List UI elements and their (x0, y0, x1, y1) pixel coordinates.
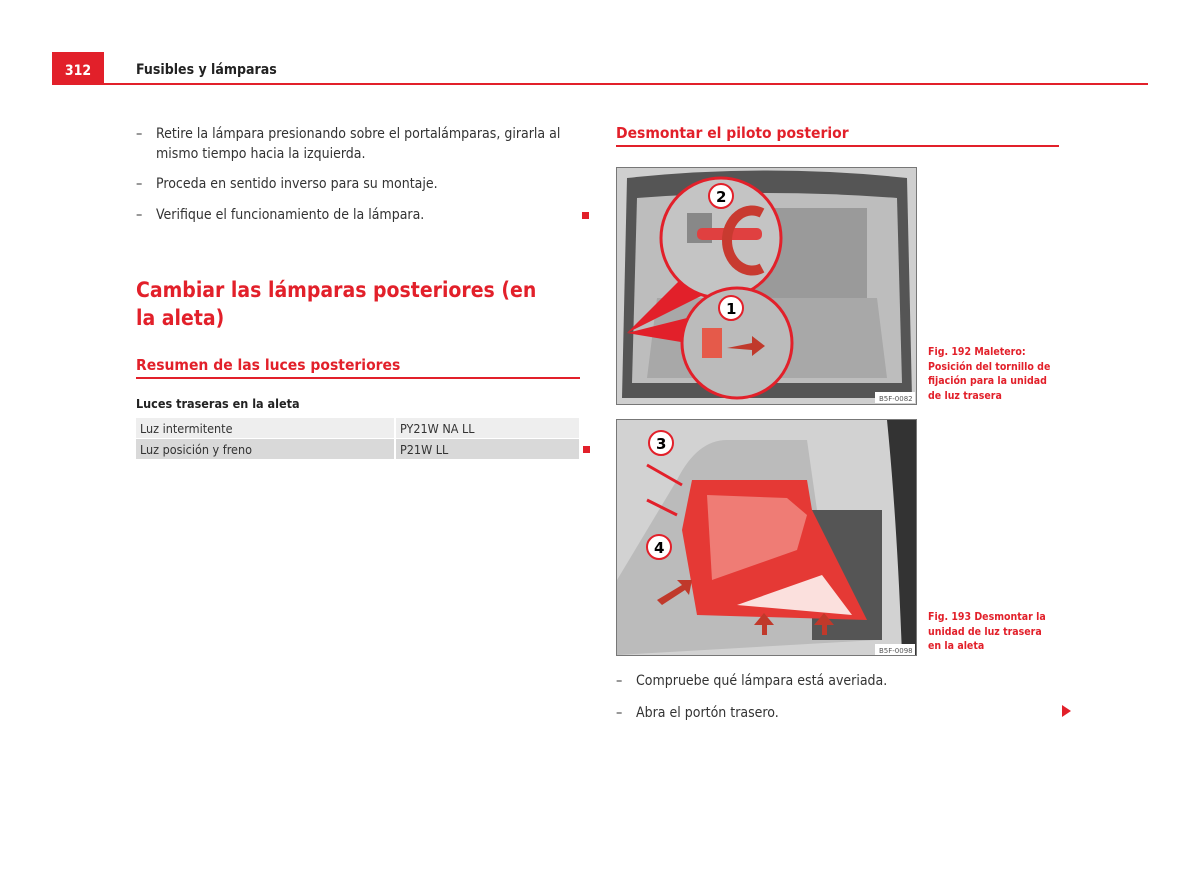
table-cell: P21W LL (395, 439, 579, 460)
chapter-title: Fusibles y lámparas (136, 62, 277, 78)
step-text: Verifique el funcionamiento de la lámpara. (156, 207, 425, 223)
table-cell: Luz intermitente (140, 420, 233, 436)
step-text: Abra el portón trasero. (636, 705, 779, 721)
step-text: Compruebe qué lámpara está averiada. (636, 673, 888, 689)
table-row (136, 418, 579, 439)
table-title: Luces traseras en la aleta (136, 396, 300, 411)
callout-label: 4 (654, 539, 665, 557)
figure-taillight-illustration (616, 419, 917, 656)
subsection-title: Resumen de las luces posteriores (136, 356, 401, 374)
subsection-title: Desmontar el piloto posterior (616, 124, 849, 142)
continue-arrow-icon (1062, 705, 1071, 717)
table-row (136, 439, 579, 460)
step-item: – Abra el portón trasero. (616, 703, 1056, 723)
end-marker-icon (582, 212, 589, 219)
step-item: – Verifique el funcionamiento de la lámpara. (136, 205, 586, 225)
bulb-table (136, 418, 579, 459)
step-item: – Compruebe qué lámpara está averiada. (616, 671, 1056, 691)
section-title: Cambiar las lámparas posteriores (en la aleta) (136, 278, 537, 330)
table-cell: PY21W NA LL (395, 418, 579, 439)
step-text: Proceda en sentido inverso para su montaje. (156, 176, 438, 192)
step-item: – Proceda en sentido inverso para su montaje. (136, 174, 586, 194)
end-marker-icon (583, 446, 590, 453)
step-text: Retire la lámpara presionando sobre el portalámparas, girarla al mismo tiempo hacia la izquierda. (156, 126, 561, 162)
step-item: – Retire la lámpara presionando sobre el portalámparas, girarla al mismo tiempo hacia la izquierda. (136, 124, 586, 164)
callout-label: 3 (656, 435, 667, 453)
figure-code: B5F-0098 (879, 647, 913, 655)
subsection-rule (616, 145, 1059, 147)
header-rule (52, 83, 1148, 85)
callout-label: 2 (716, 188, 727, 206)
taillight-illustration (617, 420, 916, 655)
subsection-rule (136, 377, 580, 379)
figure-code: B5F-0082 (879, 395, 913, 403)
figure-trunk-illustration (616, 167, 917, 405)
figure-caption: Fig. 192 Maletero: Posición del tornillo de fijación para la unidad de luz trasera (928, 346, 1051, 402)
callout-label: 1 (726, 300, 737, 318)
table-cell: Luz posición y freno (140, 441, 252, 457)
trunk-illustration (617, 168, 916, 404)
page-number: 312 (52, 52, 104, 85)
figure-caption: Fig. 193 Desmontar la unidad de luz trasera en la aleta (928, 611, 1046, 652)
